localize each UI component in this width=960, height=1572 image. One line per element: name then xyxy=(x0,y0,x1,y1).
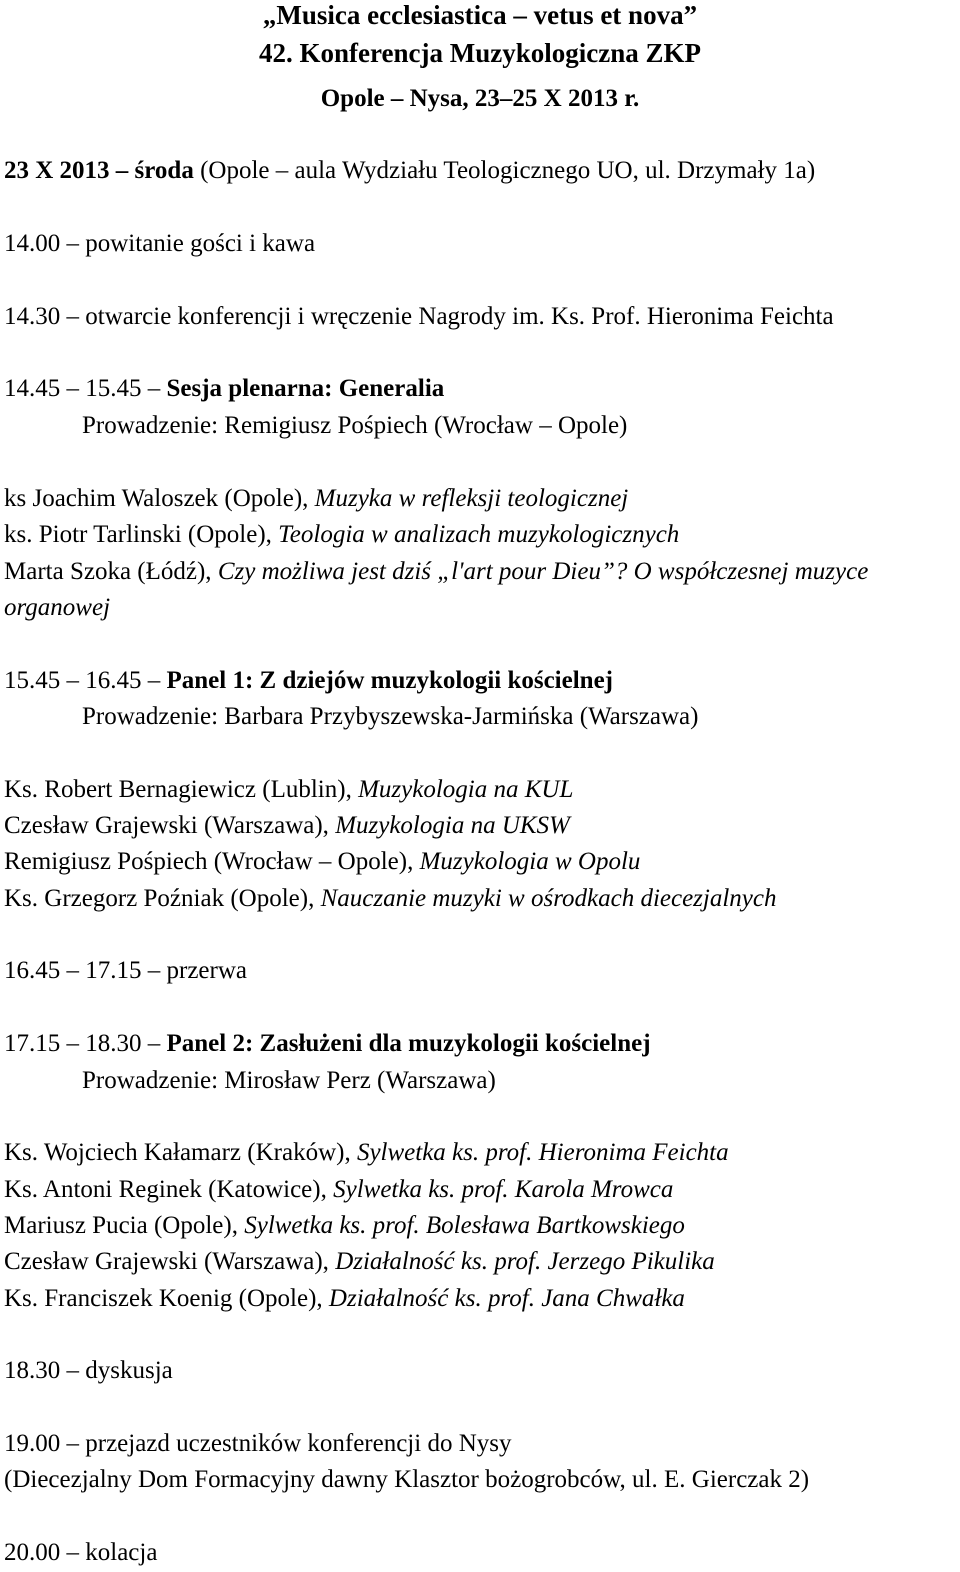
talk-author: Ks. Antoni Reginek (Katowice), xyxy=(4,1176,334,1203)
item-opening: 14.30 – otwarcie konferencji i wręczenie Nagrody im. Ks. Prof. Hieronima Feichta xyxy=(4,303,834,330)
talk-item xyxy=(4,1247,715,1279)
talk-title: Sylwetka ks. prof. Karola Mrowca xyxy=(333,1176,674,1203)
talk-item xyxy=(4,484,628,516)
talk-title: Nauczanie muzyki w ośrodkach diecezjalnych xyxy=(320,885,777,912)
panel-chair: Prowadzenie: Barbara Przybyszewska-Jarmińska (Warszawa) xyxy=(82,703,699,730)
talk-author: ks Joachim Waloszek (Opole), xyxy=(4,485,315,512)
talk-author: Mariusz Pucia (Opole), xyxy=(4,1212,245,1239)
session-chair: Prowadzenie: Remigiusz Pośpiech (Wrocław – Opole) xyxy=(82,412,628,439)
talk-item xyxy=(4,1284,685,1316)
day-venue: (Opole – aula Wydziału Teologicznego UO, ul. Drzymały 1a) xyxy=(193,157,816,184)
panel1-heading xyxy=(4,666,613,698)
talk-author: Marta Szoka (Łódź), xyxy=(4,558,218,585)
talk-title: Teologia w analizach muzykologicznych xyxy=(278,521,680,548)
panel2-heading xyxy=(4,1029,651,1061)
talk-title: Sylwetka ks. prof. Hieronima Feichta xyxy=(356,1139,729,1166)
session-plenary-heading xyxy=(4,374,444,406)
talk-author: ks. Piotr Tarlinski (Opole), xyxy=(4,521,279,548)
talk-item xyxy=(4,1211,685,1243)
talk-title: Muzykologia w Opolu xyxy=(419,848,641,875)
item-discussion: 18.30 – dyskusja xyxy=(4,1357,173,1384)
talk-item xyxy=(4,520,679,552)
talk-item xyxy=(4,557,868,589)
session-title: Sesja plenarna: Generalia xyxy=(166,375,445,402)
talk-title: Czy możliwa jest dziś „l'art pour Dieu”? O współczesnej muzyce xyxy=(217,558,869,585)
talk-title-continued: organowej xyxy=(4,594,111,621)
item-transfer-place: (Diecezjalny Dom Formacyjny dawny Klasztor bożogrobców, ul. E. Gierczak 2) xyxy=(4,1466,810,1493)
session-time: 14.45 – 15.45 – xyxy=(4,375,167,402)
conference-name: 42. Konferencja Muzykologiczna ZKP xyxy=(259,38,701,68)
item-break: 16.45 – 17.15 – przerwa xyxy=(4,957,247,984)
talk-title: Muzykologia na KUL xyxy=(358,776,574,803)
panel-title: Panel 1: Z dziejów muzykologii kościelnej xyxy=(166,667,613,694)
talk-author: Ks. Wojciech Kałamarz (Kraków), xyxy=(4,1139,357,1166)
talk-title: Muzykologia na UKSW xyxy=(335,812,570,839)
item-transfer: 19.00 – przejazd uczestników konferencji do Nysy xyxy=(4,1430,512,1457)
item-welcome: 14.00 – powitanie gości i kawa xyxy=(4,230,316,257)
talk-item xyxy=(4,775,573,807)
panel-time: 17.15 – 18.30 – xyxy=(4,1030,167,1057)
talk-item xyxy=(4,1138,729,1170)
talk-author: Remigiusz Pośpiech (Wrocław – Opole), xyxy=(4,848,420,875)
place-date: Opole – Nysa, 23–25 X 2013 r. xyxy=(320,85,640,112)
talk-title: Działalność ks. prof. Jana Chwałka xyxy=(328,1285,685,1312)
talk-item xyxy=(4,847,640,879)
talk-author: Czesław Grajewski (Warszawa), xyxy=(4,812,336,839)
talk-author: Ks. Robert Bernagiewicz (Lublin), xyxy=(4,776,359,803)
item-dinner: 20.00 – kolacja xyxy=(4,1539,158,1566)
talk-author: Ks. Grzegorz Poźniak (Opole), xyxy=(4,885,321,912)
day-date: 23 X 2013 – środa xyxy=(4,157,194,184)
talk-item xyxy=(4,811,570,843)
talk-author: Czesław Grajewski (Warszawa), xyxy=(4,1248,336,1275)
panel-time: 15.45 – 16.45 – xyxy=(4,667,167,694)
day-heading xyxy=(4,156,815,188)
document-title: „Musica ecclesiastica – vetus et nova” xyxy=(262,0,698,30)
panel-chair: Prowadzenie: Mirosław Perz (Warszawa) xyxy=(82,1067,496,1094)
talk-author: Ks. Franciszek Koenig (Opole), xyxy=(4,1285,329,1312)
talk-item xyxy=(4,884,777,916)
talk-item xyxy=(4,1175,673,1207)
panel-title: Panel 2: Zasłużeni dla muzykologii kościelnej xyxy=(166,1030,651,1057)
talk-title: Sylwetka ks. prof. Bolesława Bartkowskiego xyxy=(244,1212,685,1239)
talk-title: Działalność ks. prof. Jerzego Pikulika xyxy=(335,1248,715,1275)
talk-title: Muzyka w refleksji teologicznej xyxy=(314,485,629,512)
